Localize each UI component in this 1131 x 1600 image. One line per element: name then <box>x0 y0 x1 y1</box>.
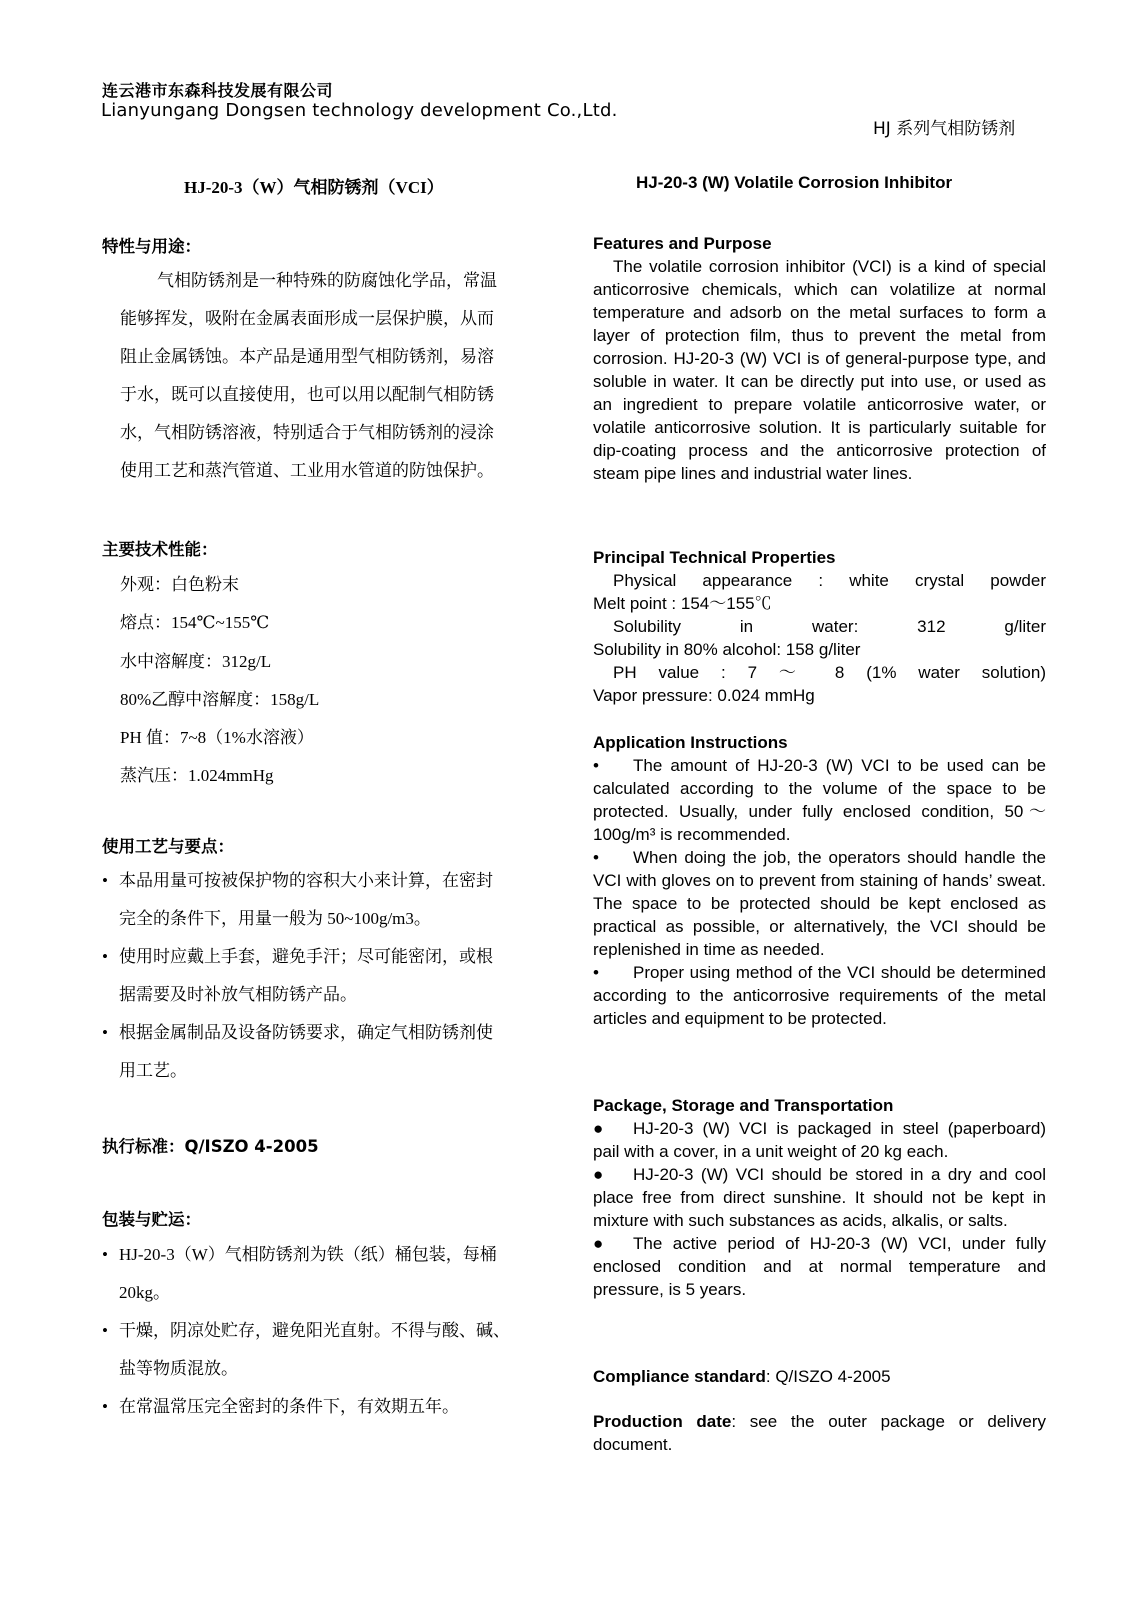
cn-property-melt-point: 熔点：154℃~155℃ <box>120 613 270 632</box>
en-application-item: • Proper using method of the VCI should be determined according to the anticorrosive requirements of the metal articles and equipment to be protected. <box>593 963 1046 1028</box>
cn-usage-line: 使用时应戴上手套，避免手汗；尽可能密闭，或根 <box>119 947 493 966</box>
cn-package-item <box>102 1312 562 1388</box>
cn-usage-line: 根据金属制品及设备防锈要求，确定气相防锈剂使 <box>119 1023 493 1042</box>
cn-features-line: 水，气相防锈溶液，特别适合于气相防锈剂的浸涂 <box>120 423 494 442</box>
en-properties-heading: Principal Technical Properties <box>593 548 836 567</box>
en-application-heading: Application Instructions <box>593 733 788 752</box>
title-english: HJ-20-3 (W) Volatile Corrosion Inhibitor <box>636 173 953 192</box>
bullet-icon: • <box>593 756 599 775</box>
cn-standard: 执行标准：Q/ISZO 4-2005 <box>102 1137 319 1156</box>
en-properties-section <box>593 546 1046 707</box>
cn-usage-heading: 使用工艺与要点： <box>102 837 234 856</box>
bullet-icon: ● <box>593 1165 604 1184</box>
bullet-icon: • <box>102 871 108 890</box>
en-property-water-solubility: Solubility in water: 312 g/liter <box>613 617 1046 636</box>
cn-package-line: 20kg。 <box>119 1283 170 1302</box>
cn-features-line: 于水，既可以直接使用，也可以用以配制气相防锈 <box>120 385 494 404</box>
en-compliance-value: : Q/ISZO 4-2005 <box>765 1367 891 1386</box>
cn-usage-item <box>102 938 562 1014</box>
bullet-icon: • <box>593 963 599 982</box>
cn-properties-heading: 主要技术性能： <box>102 540 218 559</box>
cn-package-item <box>102 1388 562 1426</box>
en-property-melt-point: Melt point : 154～155℃ <box>593 594 772 613</box>
en-application-section <box>593 731 1046 1030</box>
en-production-date <box>593 1410 1046 1456</box>
bullet-icon: • <box>102 1023 108 1042</box>
en-property-vapor-pressure: Vapor pressure: 0.024 mmHg <box>593 686 815 705</box>
en-package-item: ● HJ-20-3 (W) VCI is packaged in steel (paperboard) pail with a cover, in a unit weight of 20 kg each. <box>593 1119 1046 1161</box>
en-features-heading: Features and Purpose <box>593 234 772 253</box>
cn-features-heading: 特性与用途： <box>102 237 201 256</box>
en-property-alcohol-solubility: Solubility in 80% alcohol: 158 g/liter <box>593 640 861 659</box>
cn-package-heading: 包装与贮运： <box>102 1210 201 1229</box>
cn-property-alcohol-solubility: 80%乙醇中溶解度：158g/L <box>120 690 320 709</box>
bullet-icon: • <box>102 1321 108 1340</box>
en-compliance <box>593 1365 1046 1388</box>
en-property-appearance: Physical appearance : white crystal powder <box>613 571 1046 590</box>
en-application-item: • The amount of HJ-20-3 (W) VCI to be used can be calculated according to the volume of the space to be protected. Usually, under fully enclosed condition, 50～100g/m³ is recommended. <box>593 756 1046 844</box>
cn-property-vapor-pressure: 蒸汽压：1.024mmHg <box>120 766 274 785</box>
bullet-icon: • <box>102 947 108 966</box>
bullet-icon: ● <box>593 1234 604 1253</box>
company-name-english: Lianyungang Dongsen technology development Co.,Ltd. <box>101 100 618 121</box>
cn-package-line: 干燥，阴凉处贮存，避免阳光直射。不得与酸、碱、 <box>119 1321 510 1340</box>
cn-package-item <box>102 1236 562 1312</box>
product-series-label: HJ 系列气相防锈剂 <box>873 119 1016 139</box>
en-package-heading: Package, Storage and Transportation <box>593 1096 894 1115</box>
en-compliance-label: Compliance standard <box>593 1367 766 1386</box>
bullet-icon: • <box>102 1245 108 1264</box>
cn-usage-line: 用工艺。 <box>119 1061 187 1080</box>
en-package-item: ● The active period of HJ-20-3 (W) VCI, under fully enclosed condition and at normal temperature and pressure, is 5 years. <box>593 1234 1046 1299</box>
title-chinese: HJ-20-3（W）气相防锈剂（VCI） <box>184 178 444 197</box>
cn-property-water-solubility: 水中溶解度：312g/L <box>120 652 272 671</box>
bullet-icon: • <box>593 848 599 867</box>
en-features-paragraph: The volatile corrosion inhibitor (VCI) is a kind of special anticorrosive chemicals, which can volatilize at normal temperature and adsorb on the metal surfaces to form a layer of protection film, thus to prevent the metal from corrosion. HJ-20-3 (W) VCI is of general-purpose type, and soluble in water. It can be directly put into use, or used as an ingredient to prepare volatile anticorrosive water, or volatile anticorrosive solution. It is particularly suitable for dip-coating process and the anticorrosive protection of steam pipe lines and industrial water lines. <box>593 257 1046 483</box>
cn-features-line: 气相防锈剂是一种特殊的防腐蚀化学品，常温 <box>140 271 497 290</box>
cn-features-line: 能够挥发，吸附在金属表面形成一层保护膜，从而 <box>120 309 494 328</box>
en-production-value: : see the outer package or delivery document. <box>593 1412 1046 1454</box>
cn-features-paragraph <box>120 262 560 490</box>
bullet-icon: • <box>102 1397 108 1416</box>
cn-usage-item <box>102 1014 562 1090</box>
cn-property-appearance: 外观：白色粉末 <box>120 575 239 594</box>
en-property-ph: PH value : 7 ～ 8 (1% water solution) <box>613 663 1046 682</box>
cn-package-line: 在常温常压完全密封的条件下，有效期五年。 <box>119 1397 459 1416</box>
en-features-section <box>593 232 1046 485</box>
cn-features-line: 阻止金属锈蚀。本产品是通用型气相防锈剂，易溶 <box>120 347 494 366</box>
cn-usage-line: 本品用量可按被保护物的容积大小来计算，在密封 <box>119 871 493 890</box>
bullet-icon: ● <box>593 1119 604 1138</box>
cn-property-ph: PH 值：7~8（1%水溶液） <box>120 728 314 747</box>
en-application-item: • When doing the job, the operators should handle the VCI with gloves on to prevent from staining of hands’ sweat. The space to be protected should be kept enclosed as practical as possible, or alternatively, the VCI should be replenished in time as needed. <box>593 848 1046 959</box>
cn-usage-item <box>102 862 562 938</box>
cn-usage-line: 完全的条件下，用量一般为 50~100g/m3。 <box>119 909 431 928</box>
company-name-chinese: 连云港市东森科技发展有限公司 <box>102 81 334 100</box>
en-package-item: ● HJ-20-3 (W) VCI should be stored in a dry and cool place free from direct sunshine. It should not be kept in mixture with such substances as acids, alkalis, or salts. <box>593 1165 1046 1230</box>
cn-package-line: HJ-20-3（W）气相防锈剂为铁（纸）桶包装，每桶 <box>119 1245 497 1264</box>
en-production-label: Production date <box>593 1412 732 1431</box>
cn-features-line: 使用工艺和蒸汽管道、工业用水管道的防蚀保护。 <box>120 461 494 480</box>
cn-package-line: 盐等物质混放。 <box>119 1359 238 1378</box>
en-package-section <box>593 1094 1046 1301</box>
cn-usage-line: 据需要及时补放气相防锈产品。 <box>119 985 357 1004</box>
